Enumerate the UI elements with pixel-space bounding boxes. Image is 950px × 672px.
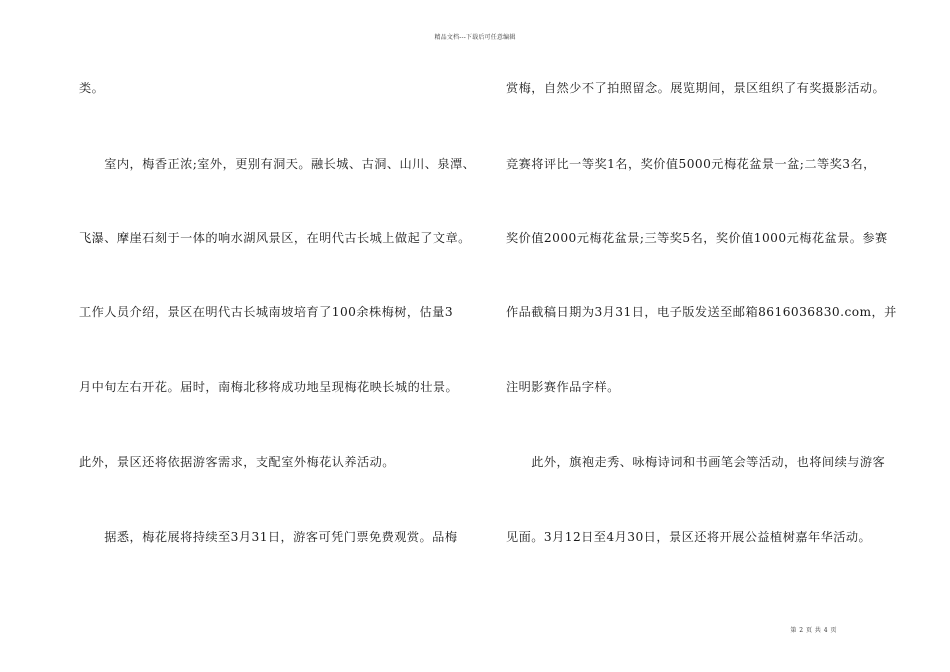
- text-line: 注明影赛作品字样。: [506, 380, 620, 394]
- text-line: 作品截稿日期为3月31日，电子版发送至邮箱8616036830.com，并: [506, 305, 897, 319]
- page-header: 精品文档---下载后可任意编辑: [434, 34, 516, 41]
- text-line: 赏梅，自然少不了拍照留念。展览期间，景区组织了有奖摄影活动。: [506, 81, 886, 95]
- text-line: 此外，景区还将依据游客需求，支配室外梅花认养活动。: [79, 455, 395, 469]
- text-line: 类。: [79, 81, 105, 95]
- right-text-column: [506, 0, 916, 672]
- text-line: 竞赛将评比一等奖1名，奖价值5000元梅花盆景一盆;二等奖3名，: [506, 157, 876, 171]
- text-line: 工作人员介绍，景区在明代古长城南坡培育了100余株梅树，估量3: [79, 305, 454, 319]
- text-line: 见面。3月12日至4月30日，景区还将开展公益植树嘉年华活动。: [506, 530, 872, 544]
- text-line: 月中旬左右开花。届时，南梅北移将成功地呈现梅花映长城的壮景。: [79, 380, 459, 394]
- text-line: 据悉，梅花展将持续至3月31日，游客可凭门票免费观赏。品梅: [79, 530, 458, 544]
- text-line: 室内，梅香正浓;室外，更别有洞天。融长城、古洞、山川、泉潭、: [79, 157, 476, 171]
- left-text-column: [79, 0, 489, 672]
- page-number: 第 2 页 共 4 页: [790, 627, 837, 634]
- text-line: 飞瀑、摩崖石刻于一体的响水湖风景区，在明代古长城上做起了文章。: [79, 231, 471, 245]
- text-line: 此外，旗袍走秀、咏梅诗词和书画笔会等活动，也将间续与游客: [506, 455, 886, 469]
- text-line: 奖价值2000元梅花盆景;三等奖5名，奖价值1000元梅花盆景。参赛: [506, 231, 888, 245]
